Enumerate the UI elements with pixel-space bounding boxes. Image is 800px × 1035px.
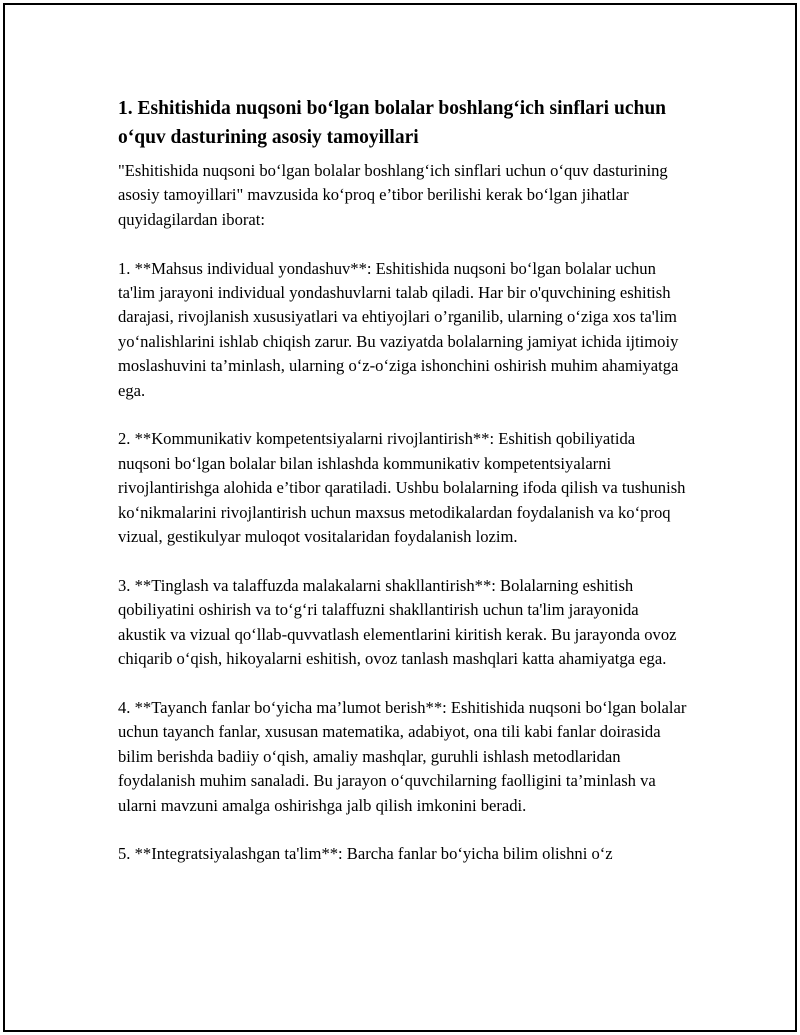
- principle-item-5: 5. **Integratsiyalashgan ta'lim**: Barcha fanlar bo‘yicha bilim olishni o‘z: [118, 844, 613, 864]
- principle-item-4: 4. **Tayanch fanlar bo‘yicha ma’lumot berish**: Eshitishida nuqsoni bo‘lgan bolalar uchun tayanch fanlar, xususan matematika, adabiyot, ona tili kabi fanlar doirasida bilim berishda badiiy o‘qish, amaliy mashqlar, guruhli ishlash metodlaridan foydalanish muhim sanaladi. Bu jarayon o‘quvchilarning faolligini ta’minlash va ularni mavzuni amalga oshirishga jalb qilish imkonini beradi.: [118, 697, 687, 815]
- intro-paragraph: "Eshitishida nuqsoni bo‘lgan bolalar boshlang‘ich sinflari uchun o‘quv dasturining asosiy tamoyillari" mavzusida ko‘proq e’tibor berilishi kerak bo‘lgan jihatlar quyidagilardan iborat:: [118, 161, 668, 229]
- section-heading: 1. Eshitishida nuqsoni bo‘lgan bolalar boshlang‘ich sinflari uchun o‘quv dasturining asosiy tamoyillari: [118, 98, 667, 148]
- principle-item-1: 1. **Mahsus individual yondashuv**: Eshitishida nuqsoni bo‘lgan bolalar uchun ta'lim jarayoni individual yondashuvlarni talab qiladi. Har bir o'quvchining eshitish darajasi, rivojlanish xususiyatlari va ehtiyojlari o’rganilib, ularning o‘ziga xos ta'lim yo‘nalishlarini ishlab chiqish zarur. Bu vaziyatda bolalarning jamiyat ichida ijtimoiy moslashuvini ta’minlash, ularning o‘z-o‘ziga ishonchini oshirish muhim ahamiyatga ega.: [118, 258, 679, 400]
- principle-item-2: 2. **Kommunikativ kompetentsiyalarni rivojlantirish**: Eshitish qobiliyatida nuqsoni bo‘lgan bolalar bilan ishlashda kommunikativ kompetentsiyalarni rivojlantirishga alohida e’tibor qaratiladi. Ushbu bolalarning ifoda qilish va tushunish ko‘nikmalarini rivojlantirish uchun maxsus metodikalardan foydalanish va ko‘proq vizual, gestikulyar muloqot vositalaridan foydalanish lozim.: [118, 429, 686, 547]
- principle-item-3: 3. **Tinglash va talaffuzda malakalarni shakllantirish**: Bolalarning eshitish qobiliyatini oshirish va to‘g‘ri talaffuzni shakllantirish uchun ta'lim jarayonida akustik va vizual qo‘llab-quvvatlash elementlarini kiritish kerak. Bu jarayonda ovoz chiqarib o‘qish, hikoyalarni eshitish, ovoz tanlash mashqlari katta ahamiyatga ega.: [118, 575, 677, 669]
- document-body: [118, 94, 688, 891]
